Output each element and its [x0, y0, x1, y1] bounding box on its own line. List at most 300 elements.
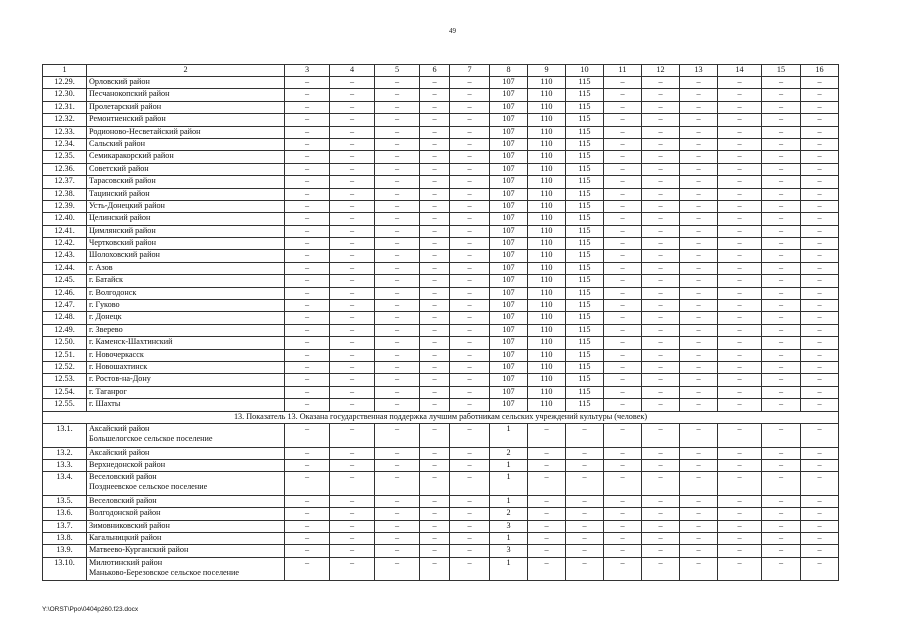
- dash-cell: –: [450, 495, 490, 507]
- dash-cell: –: [566, 533, 604, 545]
- dash-cell: –: [566, 459, 604, 471]
- dash-cell: –: [420, 361, 450, 373]
- dash-cell: –: [801, 176, 839, 188]
- dash-cell: –: [718, 213, 762, 225]
- value-cell: 107: [490, 126, 528, 138]
- dash-cell: –: [285, 275, 330, 287]
- column-number: 8: [490, 65, 528, 77]
- dash-cell: –: [528, 423, 566, 447]
- dash-cell: –: [420, 225, 450, 237]
- dash-cell: –: [375, 151, 420, 163]
- dash-cell: –: [450, 324, 490, 336]
- row-name: г. Гуково: [87, 300, 285, 312]
- dash-cell: –: [450, 300, 490, 312]
- dash-cell: –: [528, 545, 566, 557]
- value-cell: 107: [490, 349, 528, 361]
- row-name: Шолоховский район: [87, 250, 285, 262]
- dash-cell: –: [642, 312, 680, 324]
- dash-cell: –: [718, 176, 762, 188]
- row-name: г. Новошахтинск: [87, 361, 285, 373]
- dash-cell: –: [604, 557, 642, 581]
- row-name-line: Большелогское сельское поселение: [89, 433, 213, 443]
- value-cell: 107: [490, 101, 528, 113]
- value-cell: 107: [490, 200, 528, 212]
- dash-cell: –: [604, 225, 642, 237]
- dash-cell: –: [718, 250, 762, 262]
- value-cell: 110: [528, 176, 566, 188]
- dash-cell: –: [420, 126, 450, 138]
- dash-cell: –: [375, 77, 420, 89]
- dash-cell: –: [680, 374, 718, 386]
- dash-cell: –: [330, 176, 375, 188]
- table-row: [43, 213, 839, 225]
- dash-cell: –: [801, 262, 839, 274]
- value-cell: 110: [528, 101, 566, 113]
- value-cell: 107: [490, 176, 528, 188]
- table-row: [43, 386, 839, 398]
- dash-cell: –: [762, 275, 801, 287]
- dash-cell: –: [762, 520, 801, 532]
- row-number: 12.38.: [43, 188, 87, 200]
- dash-cell: –: [604, 163, 642, 175]
- dash-cell: –: [680, 89, 718, 101]
- dash-cell: –: [680, 495, 718, 507]
- dash-cell: –: [450, 361, 490, 373]
- row-number: 12.42.: [43, 238, 87, 250]
- dash-cell: –: [801, 459, 839, 471]
- dash-cell: –: [375, 250, 420, 262]
- dash-cell: –: [285, 349, 330, 361]
- value-cell: 115: [566, 151, 604, 163]
- dash-cell: –: [680, 176, 718, 188]
- dash-cell: –: [375, 533, 420, 545]
- value-cell: 115: [566, 324, 604, 336]
- dash-cell: –: [330, 508, 375, 520]
- dash-cell: –: [718, 349, 762, 361]
- dash-cell: –: [450, 399, 490, 411]
- dash-cell: –: [420, 386, 450, 398]
- dash-cell: –: [450, 250, 490, 262]
- dash-cell: –: [420, 447, 450, 459]
- value-cell: 110: [528, 361, 566, 373]
- dash-cell: –: [604, 545, 642, 557]
- dash-cell: –: [450, 200, 490, 212]
- dash-cell: –: [420, 337, 450, 349]
- value-cell: 110: [528, 250, 566, 262]
- dash-cell: –: [642, 275, 680, 287]
- dash-cell: –: [330, 77, 375, 89]
- dash-cell: –: [330, 520, 375, 532]
- dash-cell: –: [420, 77, 450, 89]
- dash-cell: –: [718, 200, 762, 212]
- dash-cell: –: [566, 495, 604, 507]
- table-row: [43, 200, 839, 212]
- row-number: 12.30.: [43, 89, 87, 101]
- dash-cell: –: [330, 545, 375, 557]
- value-cell: 107: [490, 213, 528, 225]
- dash-cell: –: [285, 459, 330, 471]
- dash-cell: –: [604, 262, 642, 274]
- dash-cell: –: [604, 238, 642, 250]
- header-row: [43, 65, 839, 77]
- dash-cell: –: [801, 508, 839, 520]
- dash-cell: –: [680, 349, 718, 361]
- table-row: [43, 89, 839, 101]
- dash-cell: –: [330, 262, 375, 274]
- dash-cell: –: [604, 77, 642, 89]
- row-name: [87, 472, 285, 496]
- dash-cell: –: [718, 312, 762, 324]
- row-number: 13.5.: [43, 495, 87, 507]
- dash-cell: –: [642, 361, 680, 373]
- dash-cell: –: [330, 300, 375, 312]
- dash-cell: –: [375, 508, 420, 520]
- dash-cell: –: [604, 300, 642, 312]
- dash-cell: –: [680, 151, 718, 163]
- row-number: 12.40.: [43, 213, 87, 225]
- dash-cell: –: [450, 238, 490, 250]
- dash-cell: –: [330, 287, 375, 299]
- row-name: Песчанокопский район: [87, 89, 285, 101]
- dash-cell: –: [285, 312, 330, 324]
- value-cell: 1: [490, 495, 528, 507]
- row-name: Усть-Донецкий район: [87, 200, 285, 212]
- dash-cell: –: [285, 386, 330, 398]
- dash-cell: –: [718, 495, 762, 507]
- dash-cell: –: [718, 238, 762, 250]
- column-number: 12: [642, 65, 680, 77]
- dash-cell: –: [420, 312, 450, 324]
- dash-cell: –: [801, 188, 839, 200]
- value-cell: 2: [490, 508, 528, 520]
- row-name: Сальский район: [87, 138, 285, 150]
- dash-cell: –: [450, 188, 490, 200]
- dash-cell: –: [604, 151, 642, 163]
- dash-cell: –: [762, 200, 801, 212]
- dash-cell: –: [801, 337, 839, 349]
- dash-cell: –: [680, 188, 718, 200]
- dash-cell: –: [680, 520, 718, 532]
- dash-cell: –: [718, 386, 762, 398]
- dash-cell: –: [801, 287, 839, 299]
- dash-cell: –: [680, 545, 718, 557]
- dash-cell: –: [604, 250, 642, 262]
- dash-cell: –: [330, 188, 375, 200]
- dash-cell: –: [604, 399, 642, 411]
- dash-cell: –: [450, 533, 490, 545]
- value-cell: 110: [528, 300, 566, 312]
- row-number: 12.35.: [43, 151, 87, 163]
- value-cell: 115: [566, 200, 604, 212]
- dash-cell: –: [718, 225, 762, 237]
- table-row: [43, 472, 839, 496]
- dash-cell: –: [642, 508, 680, 520]
- row-name-line: Позднеевское сельское поселение: [89, 482, 208, 492]
- dash-cell: –: [285, 200, 330, 212]
- row-number: 13.10.: [43, 557, 87, 581]
- table-row: [43, 238, 839, 250]
- dash-cell: –: [762, 386, 801, 398]
- dash-cell: –: [642, 399, 680, 411]
- dash-cell: –: [375, 545, 420, 557]
- dash-cell: –: [604, 312, 642, 324]
- dash-cell: –: [762, 557, 801, 581]
- row-number: 12.51.: [43, 349, 87, 361]
- dash-cell: –: [680, 361, 718, 373]
- dash-cell: –: [762, 163, 801, 175]
- dash-cell: –: [330, 238, 375, 250]
- dash-cell: –: [604, 520, 642, 532]
- value-cell: 1: [490, 533, 528, 545]
- row-number: 12.45.: [43, 275, 87, 287]
- dash-cell: –: [762, 300, 801, 312]
- dash-cell: –: [801, 89, 839, 101]
- row-name-line: Маньково-Березовское сельское поселение: [89, 567, 240, 577]
- row-name: Пролетарский район: [87, 101, 285, 113]
- dash-cell: –: [330, 386, 375, 398]
- row-name: Тацинский район: [87, 188, 285, 200]
- value-cell: 115: [566, 138, 604, 150]
- value-cell: 115: [566, 250, 604, 262]
- dash-cell: –: [285, 508, 330, 520]
- dash-cell: –: [801, 495, 839, 507]
- row-number: 13.9.: [43, 545, 87, 557]
- row-number: 12.48.: [43, 312, 87, 324]
- dash-cell: –: [718, 374, 762, 386]
- dash-cell: –: [450, 312, 490, 324]
- dash-cell: –: [420, 287, 450, 299]
- dash-cell: –: [762, 495, 801, 507]
- dash-cell: –: [642, 324, 680, 336]
- row-name-line: Веселовский район: [89, 472, 157, 482]
- column-number: 16: [801, 65, 839, 77]
- dash-cell: –: [420, 533, 450, 545]
- column-number: 3: [285, 65, 330, 77]
- dash-cell: –: [285, 533, 330, 545]
- dash-cell: –: [718, 399, 762, 411]
- row-number: 12.36.: [43, 163, 87, 175]
- dash-cell: –: [718, 557, 762, 581]
- dash-cell: –: [642, 213, 680, 225]
- value-cell: 107: [490, 250, 528, 262]
- table-row: [43, 176, 839, 188]
- dash-cell: –: [285, 250, 330, 262]
- dash-cell: –: [420, 89, 450, 101]
- dash-cell: –: [604, 138, 642, 150]
- table-row: [43, 151, 839, 163]
- table-row: [43, 374, 839, 386]
- row-number: 13.3.: [43, 459, 87, 471]
- row-name: г. Волгодонск: [87, 287, 285, 299]
- dash-cell: –: [285, 176, 330, 188]
- row-number: 12.32.: [43, 114, 87, 126]
- dash-cell: –: [566, 447, 604, 459]
- row-number: 12.49.: [43, 324, 87, 336]
- dash-cell: –: [642, 287, 680, 299]
- dash-cell: –: [762, 324, 801, 336]
- row-name-line: Веселовский район: [89, 495, 157, 505]
- value-cell: 107: [490, 361, 528, 373]
- value-cell: 110: [528, 126, 566, 138]
- dash-cell: –: [680, 126, 718, 138]
- dash-cell: –: [528, 520, 566, 532]
- value-cell: 110: [528, 287, 566, 299]
- value-cell: 3: [490, 520, 528, 532]
- dash-cell: –: [420, 114, 450, 126]
- dash-cell: –: [718, 188, 762, 200]
- row-name: Цимлянский район: [87, 225, 285, 237]
- value-cell: 115: [566, 386, 604, 398]
- dash-cell: –: [330, 337, 375, 349]
- dash-cell: –: [450, 176, 490, 188]
- dash-cell: –: [604, 287, 642, 299]
- dash-cell: –: [801, 138, 839, 150]
- dash-cell: –: [420, 459, 450, 471]
- dash-cell: –: [330, 349, 375, 361]
- dash-cell: –: [718, 77, 762, 89]
- value-cell: 107: [490, 374, 528, 386]
- row-number: 13.7.: [43, 520, 87, 532]
- row-number: 12.37.: [43, 176, 87, 188]
- column-number: 6: [420, 65, 450, 77]
- column-number: 14: [718, 65, 762, 77]
- dash-cell: –: [604, 508, 642, 520]
- dash-cell: –: [604, 126, 642, 138]
- column-number: 7: [450, 65, 490, 77]
- dash-cell: –: [801, 557, 839, 581]
- dash-cell: –: [330, 324, 375, 336]
- dash-cell: –: [285, 262, 330, 274]
- dash-cell: –: [528, 495, 566, 507]
- row-name-line: Волгодонской район: [89, 508, 161, 518]
- value-cell: 110: [528, 89, 566, 101]
- dash-cell: –: [450, 275, 490, 287]
- dash-cell: –: [375, 495, 420, 507]
- dash-cell: –: [420, 557, 450, 581]
- dash-cell: –: [375, 520, 420, 532]
- dash-cell: –: [801, 275, 839, 287]
- row-name-line: Аксайский район: [89, 447, 150, 457]
- dash-cell: –: [642, 472, 680, 496]
- dash-cell: –: [642, 138, 680, 150]
- dash-cell: –: [420, 349, 450, 361]
- dash-cell: –: [762, 250, 801, 262]
- dash-cell: –: [718, 138, 762, 150]
- dash-cell: –: [718, 447, 762, 459]
- dash-cell: –: [285, 337, 330, 349]
- dash-cell: –: [801, 349, 839, 361]
- dash-cell: –: [642, 163, 680, 175]
- dash-cell: –: [762, 89, 801, 101]
- dash-cell: –: [375, 213, 420, 225]
- row-name: г. Донецк: [87, 312, 285, 324]
- dash-cell: –: [718, 324, 762, 336]
- dash-cell: –: [375, 101, 420, 113]
- dash-cell: –: [680, 472, 718, 496]
- dash-cell: –: [762, 447, 801, 459]
- dash-cell: –: [420, 545, 450, 557]
- row-number: 13.6.: [43, 508, 87, 520]
- row-name: [87, 508, 285, 520]
- dash-cell: –: [420, 250, 450, 262]
- table-row: [43, 163, 839, 175]
- value-cell: 110: [528, 337, 566, 349]
- table-row: [43, 250, 839, 262]
- table-row: [43, 275, 839, 287]
- dash-cell: –: [450, 520, 490, 532]
- dash-cell: –: [762, 101, 801, 113]
- column-number: 10: [566, 65, 604, 77]
- value-cell: 115: [566, 77, 604, 89]
- dash-cell: –: [604, 349, 642, 361]
- table-row: [43, 262, 839, 274]
- dash-cell: –: [762, 287, 801, 299]
- dash-cell: –: [718, 533, 762, 545]
- dash-cell: –: [801, 520, 839, 532]
- dash-cell: –: [330, 275, 375, 287]
- dash-cell: –: [285, 238, 330, 250]
- dash-cell: –: [762, 349, 801, 361]
- dash-cell: –: [680, 238, 718, 250]
- value-cell: 1: [490, 459, 528, 471]
- dash-cell: –: [450, 447, 490, 459]
- value-cell: 110: [528, 374, 566, 386]
- dash-cell: –: [604, 337, 642, 349]
- dash-cell: –: [762, 213, 801, 225]
- dash-cell: –: [604, 472, 642, 496]
- dash-cell: –: [642, 176, 680, 188]
- dash-cell: –: [285, 225, 330, 237]
- dash-cell: –: [450, 374, 490, 386]
- dash-cell: –: [375, 188, 420, 200]
- dash-cell: –: [450, 472, 490, 496]
- dash-cell: –: [450, 337, 490, 349]
- row-number: 12.29.: [43, 77, 87, 89]
- dash-cell: –: [285, 101, 330, 113]
- value-cell: 110: [528, 324, 566, 336]
- dash-cell: –: [420, 399, 450, 411]
- dash-cell: –: [330, 361, 375, 373]
- dash-cell: –: [285, 557, 330, 581]
- dash-cell: –: [330, 163, 375, 175]
- value-cell: 107: [490, 300, 528, 312]
- row-name-line: Зимовниковский район: [89, 520, 170, 530]
- value-cell: 107: [490, 225, 528, 237]
- table-row: [43, 77, 839, 89]
- dash-cell: –: [762, 533, 801, 545]
- table-row: [43, 324, 839, 336]
- dash-cell: –: [680, 114, 718, 126]
- dash-cell: –: [801, 225, 839, 237]
- dash-cell: –: [762, 126, 801, 138]
- value-cell: 115: [566, 238, 604, 250]
- dash-cell: –: [801, 163, 839, 175]
- dash-cell: –: [420, 151, 450, 163]
- row-number: 13.2.: [43, 447, 87, 459]
- dash-cell: –: [450, 163, 490, 175]
- row-name: [87, 459, 285, 471]
- row-name: г. Батайск: [87, 275, 285, 287]
- value-cell: 115: [566, 188, 604, 200]
- dash-cell: –: [566, 557, 604, 581]
- dash-cell: –: [285, 77, 330, 89]
- row-name: Целинский район: [87, 213, 285, 225]
- data-table: [42, 64, 839, 581]
- table-row: [43, 361, 839, 373]
- dash-cell: –: [801, 324, 839, 336]
- dash-cell: –: [285, 138, 330, 150]
- dash-cell: –: [330, 423, 375, 447]
